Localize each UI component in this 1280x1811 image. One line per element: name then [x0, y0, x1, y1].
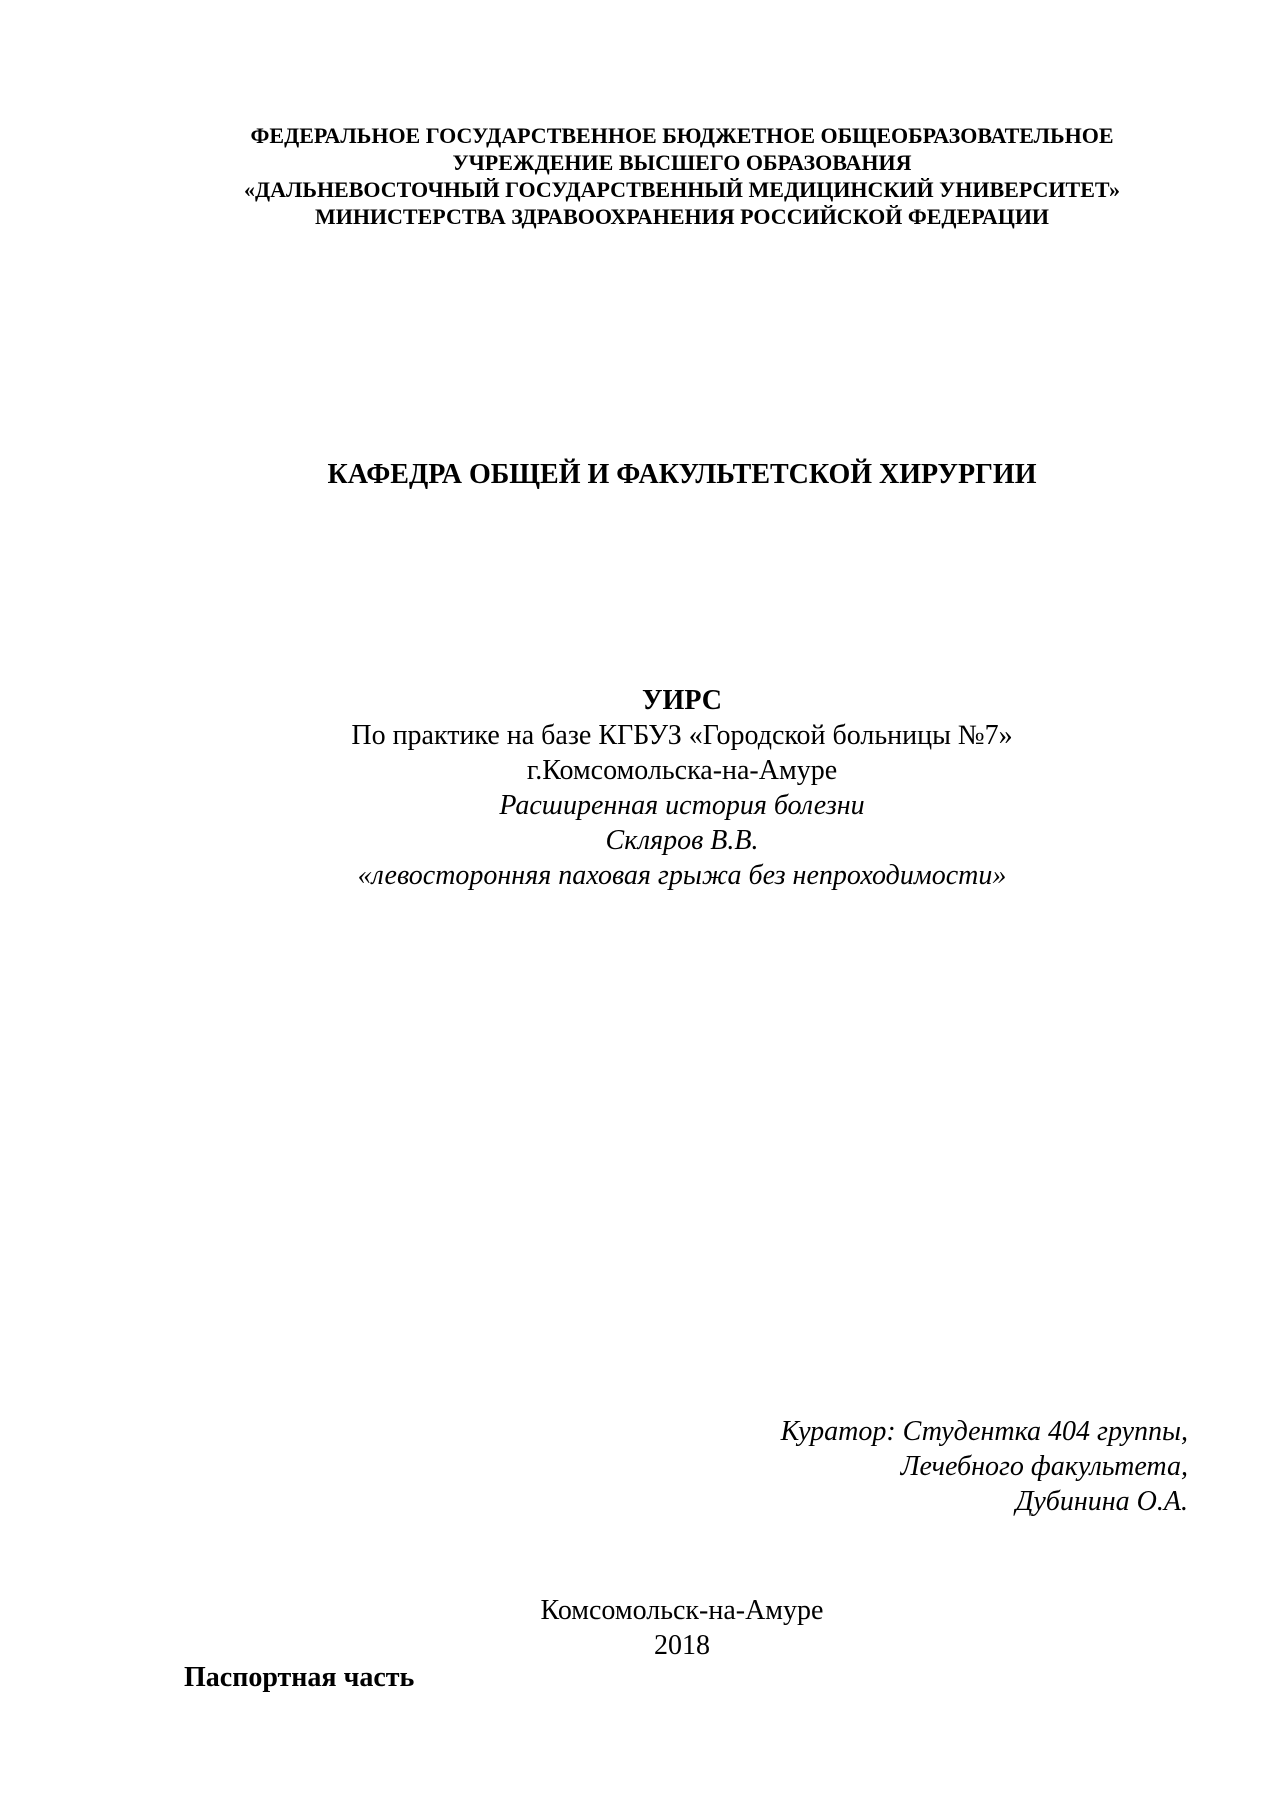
uirs-title: УИРС	[642, 685, 722, 716]
department-title: КАФЕДРА ОБЩЕЙ И ФАКУЛЬТЕТСКОЙ ХИРУРГИИ	[327, 459, 1037, 490]
header-line-4: МИНИСТЕРСТВА ЗДРАВООХРАНЕНИЯ РОССИЙСКОЙ ФЕДЕРАЦИИ	[314, 204, 1050, 229]
document-type: Расширенная история болезни	[499, 790, 865, 821]
uirs-block	[42, 683, 1280, 893]
header-line-2: УЧРЕЖДЕНИЕ ВЫСШЕГО ОБРАЗОВАНИЯ	[452, 150, 912, 175]
footer-city: Комсомольск-на-Амуре	[540, 1595, 824, 1626]
curator-block	[781, 1414, 1188, 1519]
footer-year: 2018	[654, 1630, 710, 1661]
diagnosis: «левосторонняя паховая грыжа без непроходимости»	[357, 860, 1007, 891]
section-title-passport: Паспортная часть	[184, 1662, 415, 1693]
header-line-3: «ДАЛЬНЕВОСТОЧНЫЙ ГОСУДАРСТВЕННЫЙ МЕДИЦИНСКИЙ УНИВЕРСИТЕТ»	[243, 177, 1120, 202]
header-line-1: ФЕДЕРАЛЬНОЕ ГОСУДАРСТВЕННОЕ БЮДЖЕТНОЕ ОБЩЕОБРАЗОВАТЕЛЬНОЕ	[250, 123, 1114, 148]
institution-header	[42, 122, 1280, 230]
city-line: г.Комсомольска-на-Амуре	[526, 755, 838, 786]
practice-line: По практике на базе КГБУЗ «Городской больницы №7»	[351, 720, 1013, 751]
footer-block	[42, 1593, 1280, 1663]
curator-line-1: Куратор: Студентка 404 группы,	[780, 1416, 1188, 1447]
patient-name: Скляров В.В.	[605, 825, 759, 856]
curator-line-2: Лечебного факультета,	[900, 1451, 1188, 1482]
curator-line-3: Дубинина О.А.	[1015, 1486, 1188, 1517]
